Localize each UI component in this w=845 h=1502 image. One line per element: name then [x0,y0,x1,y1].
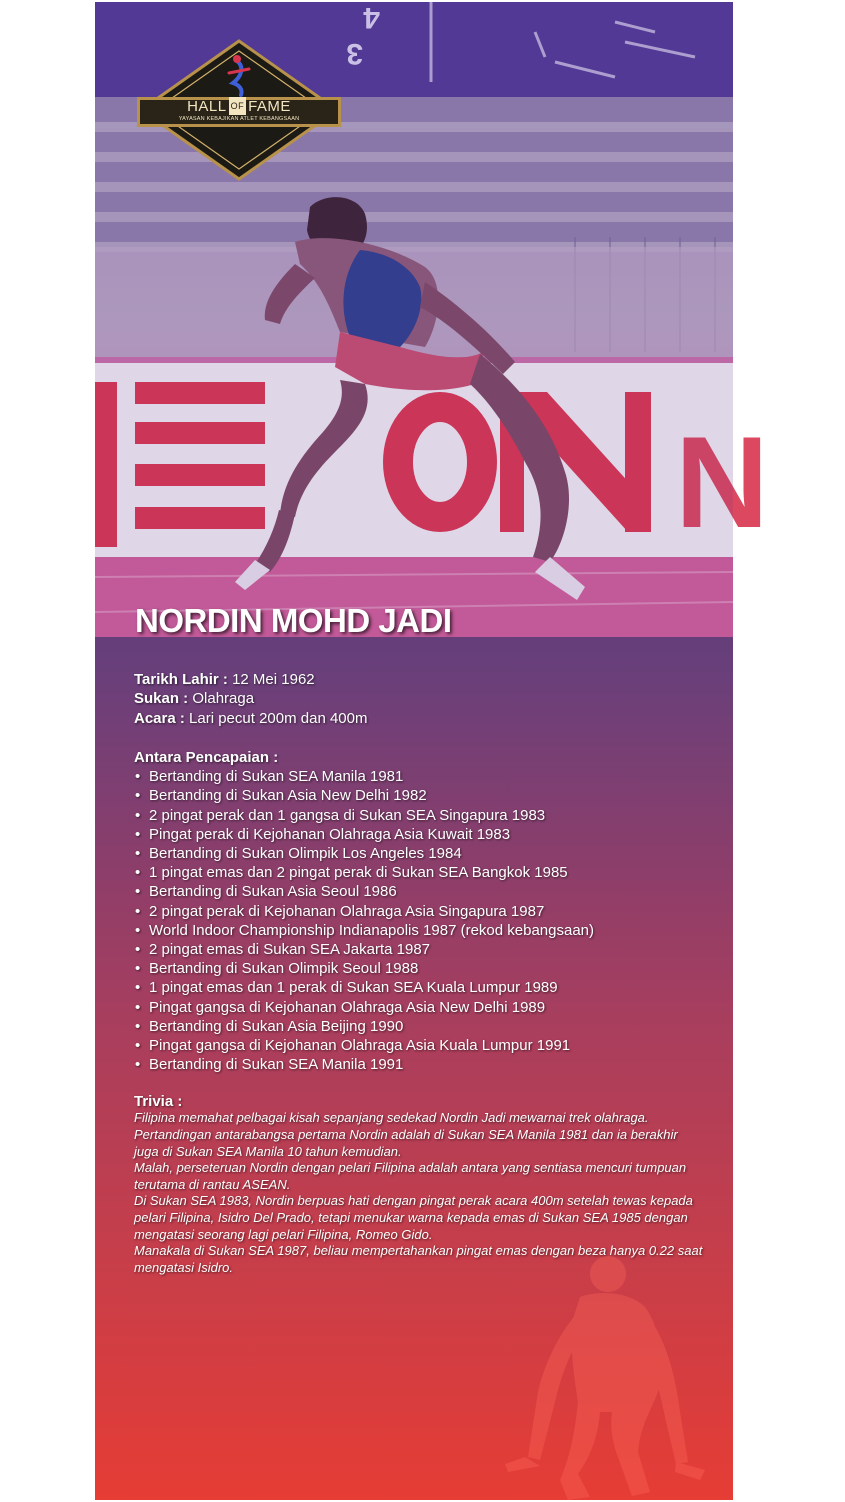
sport-row [134,689,704,708]
poster [95,1,769,1500]
list-item: • Pingat perak di Kejohanan Olahraga Asia Kuwait 1983 [134,825,704,844]
birth-value: 12 Mei 1962 [232,671,315,688]
logo-of: OF [229,97,247,115]
list-item: • Bertanding di Sukan Olimpik Seoul 1988 [134,959,704,978]
list-item: • Bertanding di Sukan Asia Beijing 1990 [134,1017,704,1036]
athlete-photo [95,1,769,637]
sport-label: Sukan : [134,690,189,708]
profile-content [134,670,704,1276]
list-item: • Bertanding di Sukan SEA Manila 1991 [134,1055,704,1074]
trivia-paragraph: Malah, perseteruan Nordin dengan pelari Filipina adalah antara yang sentiasa mencuri tumpuan terutama di rantau ASEAN. [134,1160,687,1192]
achievements-list [134,767,704,1074]
sprinter-silhouette-icon [500,1252,710,1502]
event-row [134,709,704,728]
track-number-3: 3 [346,37,363,70]
list-item: • World Indoor Championship Indianapolis 1987 (rekod kebangsaan) [134,921,704,940]
list-item: • Bertanding di Sukan Asia New Delhi 1982 [134,786,704,805]
list-item: • 1 pingat emas dan 1 perak di Sukan SEA Kuala Lumpur 1989 [134,978,704,997]
list-item: • Pingat gangsa di Kejohanan Olahraga Asia New Delhi 1989 [134,998,704,1017]
hall-of-fame-logo [137,39,341,181]
list-item: • Bertanding di Sukan Asia Seoul 1986 [134,882,704,901]
info-block [134,670,704,728]
list-item: • 1 pingat emas dan 2 pingat perak di Sukan SEA Bangkok 1985 [134,863,704,882]
event-value: Lari pecut 200m dan 400m [189,709,368,727]
logo-subtitle: YAYASAN KEBAJIKAN ATLET KEBANGSAAN [178,116,300,122]
athlete-name: NORDIN MOHD JADI [135,602,452,639]
birth-row [134,670,704,689]
trivia-paragraph: Manakala di Sukan SEA 1987, beliau mempertahankan pingat emas dengan beza hanya 0.22 saat mengatasi Isidro. [134,1243,703,1275]
logo-hall: HALL [187,98,227,115]
birth-label: Tarikh Lahir : [134,671,228,688]
sport-value: Olahraga [192,690,255,708]
list-item: • Bertanding di Sukan Olimpik Los Angeles 1984 [134,844,704,863]
achievements-heading: Antara Pencapaian : [134,748,279,766]
list-item: • 2 pingat emas di Sukan SEA Jakarta 1987 [134,940,704,959]
list-item: • 2 pingat perak di Kejohanan Olahraga Asia Singapura 1987 [134,902,704,921]
list-item: • Bertanding di Sukan SEA Manila 1981 [134,767,704,786]
trivia-paragraph: Di Sukan SEA 1983, Nordin berpuas hati dengan pingat perak acara 400m setelah tewas kepada pelari Filipina, Isidro Del Prado, tetapi menukar warna kepada emas di Sukan SEA 1985 dengan mengatasi seorang lagi pelari Filipina, Romeo Gido. [134,1193,693,1242]
list-item: • Pingat gangsa di Kejohanan Olahraga Asia Kuala Lumpur 1991 [134,1036,704,1055]
banner-letter: N [675,409,769,555]
trivia-paragraph: Filipina memahat pelbagai kisah sepanjang sedekad Nordin Jadi mewarnai trek olahraga. Pertandingan antarabangsa pertama Nordin adalah di Sukan SEA Manila 1981 dan ia berakhir juga di Sukan SEA Manila 10 tahun kemudian. [134,1110,678,1159]
trivia-heading: Trivia : [134,1093,183,1111]
event-label: Acara : [134,709,185,727]
list-item: • 2 pingat perak dan 1 gangsa di Sukan SEA Singapura 1983 [134,806,704,825]
track-number-4: 4 [363,1,380,34]
logo-title [137,97,341,116]
logo-fame: FAME [248,98,291,115]
